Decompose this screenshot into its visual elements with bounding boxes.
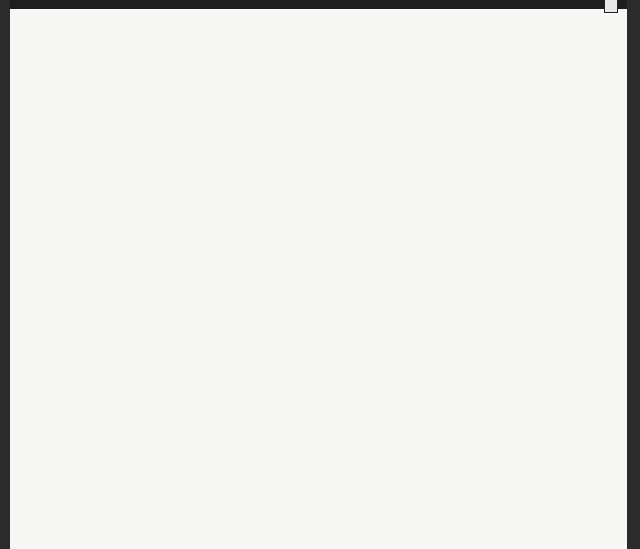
top-tab: [604, 0, 618, 13]
document-page: [10, 0, 627, 549]
top-strip: [10, 0, 627, 9]
